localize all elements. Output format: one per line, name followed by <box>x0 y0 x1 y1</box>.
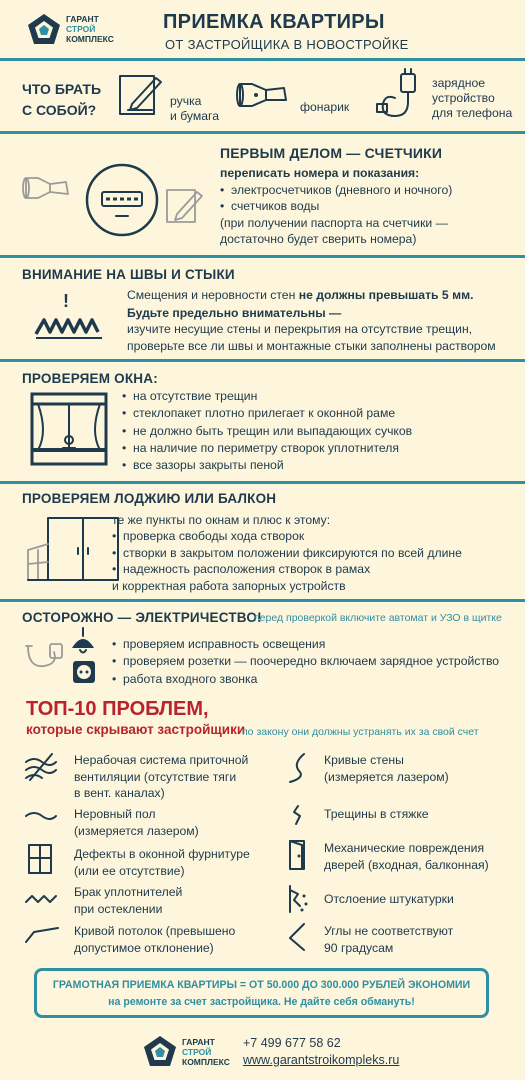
problem-left-1 <box>74 752 248 802</box>
take-heading-line-1: ЧТО БРАТЬ <box>22 81 102 97</box>
problem-line: (измеряется лазером) <box>324 769 449 784</box>
problem-left-5 <box>74 923 235 956</box>
windows-heading: ПРОВЕРЯЕМ ОКНА: <box>22 371 158 386</box>
summary-line-1: ГРАМОТНАЯ ПРИЕМКА КВАРТИРЫ = ОТ 50.000 ДО 300.000 РУБЛЕЙ ЭКОНОМИИ <box>52 979 471 991</box>
take-heading <box>22 79 101 121</box>
flashlight-label: фонарик <box>300 100 350 114</box>
seams-exclamation: ! <box>63 291 69 311</box>
seams-line-4: проверьте все ли швы и монтажные стыки заполнены раствором <box>127 338 496 353</box>
logo-line-1: ГАРАНТ <box>66 14 99 24</box>
balcony-icon <box>26 514 122 586</box>
page-subtitle: ОТ ЗАСТРОЙЩИКА В НОВОСТРОЙКЕ <box>165 37 409 52</box>
take-heading-line-2: С СОБОЙ? <box>22 102 97 118</box>
windows-item: • стеклопакет плотно прилегает к оконной раме <box>122 405 412 422</box>
problem-line: (или ее отсутствие) <box>74 863 185 878</box>
balcony-item-2: • створки в закрытом положении фиксируются по всей длине <box>112 545 462 561</box>
pen-label <box>170 94 219 124</box>
meters-text <box>220 165 452 248</box>
electric-item: • проверяем исправность освещения <box>112 636 499 653</box>
note-grey-icon <box>165 186 205 226</box>
flashlight-grey-icon <box>22 170 72 206</box>
balcony-text <box>112 512 462 594</box>
top10-note: по закону они должны устранять их за свой счет <box>242 726 479 738</box>
problem-line: 90 градусам <box>324 940 394 955</box>
problem-left-3 <box>74 846 250 879</box>
seal-defect-icon <box>24 892 58 906</box>
screed-crack-icon <box>288 804 308 826</box>
charger-label-line-1: зарядное <box>432 76 486 90</box>
problem-left-2 <box>74 806 199 839</box>
problem-line: Нерабочая система приточной <box>74 753 249 767</box>
meters-intro: переписать номера и показания: <box>220 166 420 180</box>
problem-line: (измеряется лазером) <box>74 823 199 838</box>
problem-line: при остеклении <box>74 901 163 916</box>
summary-box <box>34 968 489 1018</box>
meter-icon <box>84 160 160 240</box>
problem-right-4 <box>324 891 454 908</box>
electric-note: перед проверкой включите автомат и УЗО в щитке <box>254 612 502 624</box>
window-icon <box>30 392 108 468</box>
seams-line-1-a: Смещения и неровности стен <box>127 288 299 302</box>
footer-logo <box>142 1032 242 1072</box>
problem-line: Неровный пол <box>74 807 156 821</box>
pen-label-line-1: ручка <box>170 94 202 108</box>
page-title: ПРИЕМКА КВАРТИРЫ <box>163 11 385 33</box>
balcony-item-3-line-1: • надежность расположения створок в рамах <box>123 562 371 577</box>
footer-logo-line-3: КОМПЛЕКС <box>182 1057 230 1067</box>
ventilation-icon <box>24 752 58 782</box>
problem-right-5 <box>324 923 453 956</box>
problem-right-3 <box>324 840 489 873</box>
charger-label-line-2: устройство <box>432 91 495 105</box>
plaster-peeling-icon <box>286 884 310 914</box>
problem-line: Механические повреждения <box>324 841 485 855</box>
meters-heading: ПЕРВЫМ ДЕЛОМ — СЧЕТЧИКИ <box>220 145 443 161</box>
problem-line: Трещины в стяжке <box>324 807 429 821</box>
electric-item: • проверяем розетки — поочередно включаем зарядное устройство <box>112 653 499 670</box>
crooked-wall-icon <box>286 752 308 784</box>
charger-icon <box>375 72 423 122</box>
charger-label-line-3: для телефона <box>432 106 513 120</box>
pentagon-logo-icon <box>142 1034 178 1070</box>
meters-item-1: • электросчетчиков (дневного и ночного) <box>220 182 452 199</box>
seams-line-1 <box>127 287 496 304</box>
cracked-wall-icon <box>34 314 104 340</box>
electric-item: • работа входного звонка <box>112 671 499 688</box>
footer-phone: +7 499 677 58 62 <box>243 1036 341 1050</box>
pen-paper-icon <box>118 72 164 116</box>
problem-right-2 <box>324 806 429 823</box>
problem-line: допустимое отклонение) <box>74 940 214 955</box>
electric-list <box>112 636 499 688</box>
problem-line: Кривой потолок (превышено <box>74 924 236 938</box>
windows-item: • на наличие по периметру створок уплотнителя <box>122 440 412 457</box>
logo-line-3: КОМПЛЕКС <box>66 34 114 44</box>
problem-line: Брак уплотнителей <box>74 885 183 899</box>
footer-website[interactable]: www.garantstroikompleks.ru <box>243 1053 400 1067</box>
meters-note-2: достаточно будет сверить номера) <box>220 232 417 247</box>
seams-line-1-b: не должны превышать 5 мм. <box>298 288 474 302</box>
top10-subheading: которые скрывают застройщики <box>26 722 246 737</box>
divider <box>0 359 525 362</box>
seams-text <box>127 287 496 354</box>
problem-left-4 <box>74 884 182 917</box>
divider <box>0 255 525 258</box>
problem-line: дверей (входная, балконная) <box>324 857 489 872</box>
footer-logo-line-1: ГАРАНТ <box>182 1037 215 1047</box>
footer-logo-line-2: СТРОЙ <box>182 1047 212 1057</box>
problem-line: Отслоение штукатурки <box>324 892 454 906</box>
lamp-icon <box>68 628 98 658</box>
pen-label-line-2: и бумага <box>170 109 219 123</box>
summary-line-2: на ремонте за счет застройщика. Не дайте себя обмануть! <box>108 996 415 1008</box>
balcony-item-3-line-2: и корректная работа запорных устройств <box>112 578 346 593</box>
socket-icon <box>72 660 96 684</box>
wrong-angle-icon <box>286 922 308 952</box>
flashlight-icon <box>236 74 292 114</box>
windows-list <box>122 388 412 474</box>
problem-line: Углы не соответствуют <box>324 924 454 938</box>
seams-heading: ВНИМАНИЕ НА ШВЫ И СТЫКИ <box>22 267 235 282</box>
damaged-door-icon <box>288 840 310 870</box>
pentagon-logo-icon <box>26 12 62 48</box>
problem-line: Дефекты в оконной фурнитуре <box>74 847 250 861</box>
problem-right-1 <box>324 752 449 785</box>
seams-line-3: изучите несущие стены и перекрытия на отсутствие трещин, <box>127 322 473 337</box>
divider <box>0 131 525 134</box>
balcony-intro: те же пункты по окнам и плюс к этому: <box>112 513 331 527</box>
seams-line-2: Будьте предельно внимательны — <box>127 305 342 320</box>
electric-heading: ОСТОРОЖНО — ЭЛЕКТРИЧЕСТВО! <box>22 610 262 625</box>
problem-line: в вент. каналах) <box>74 786 165 800</box>
charger-label <box>432 76 512 121</box>
divider <box>0 58 525 61</box>
problem-line: Кривые стены <box>324 753 404 767</box>
divider <box>0 599 525 602</box>
meters-note-1: (при получении паспорта на счетчики — <box>220 215 448 230</box>
charger-grey-icon <box>24 640 68 672</box>
windows-item: • на отсутствие трещин <box>122 388 412 405</box>
top10-heading: ТОП-10 ПРОБЛЕМ, <box>26 698 209 720</box>
logo-line-2: СТРОЙ <box>66 24 96 34</box>
crooked-ceiling-icon <box>24 926 60 944</box>
windows-item: • не должно быть трещин или выпадающих сучков <box>122 423 412 440</box>
header-logo <box>26 10 146 50</box>
window-fittings-icon <box>28 844 52 874</box>
problem-line: вентиляции (отсутствие тяги <box>74 769 237 784</box>
meters-item-2: • счетчиков воды <box>220 198 452 215</box>
windows-item: • все зазоры закрыты пеной <box>122 457 412 474</box>
divider <box>0 481 525 484</box>
balcony-item-3 <box>112 561 462 577</box>
uneven-floor-icon <box>24 810 58 822</box>
balcony-heading: ПРОВЕРЯЕМ ЛОДЖИЮ ИЛИ БАЛКОН <box>22 491 277 506</box>
balcony-item-1: • проверка свободы хода створок <box>112 528 462 544</box>
